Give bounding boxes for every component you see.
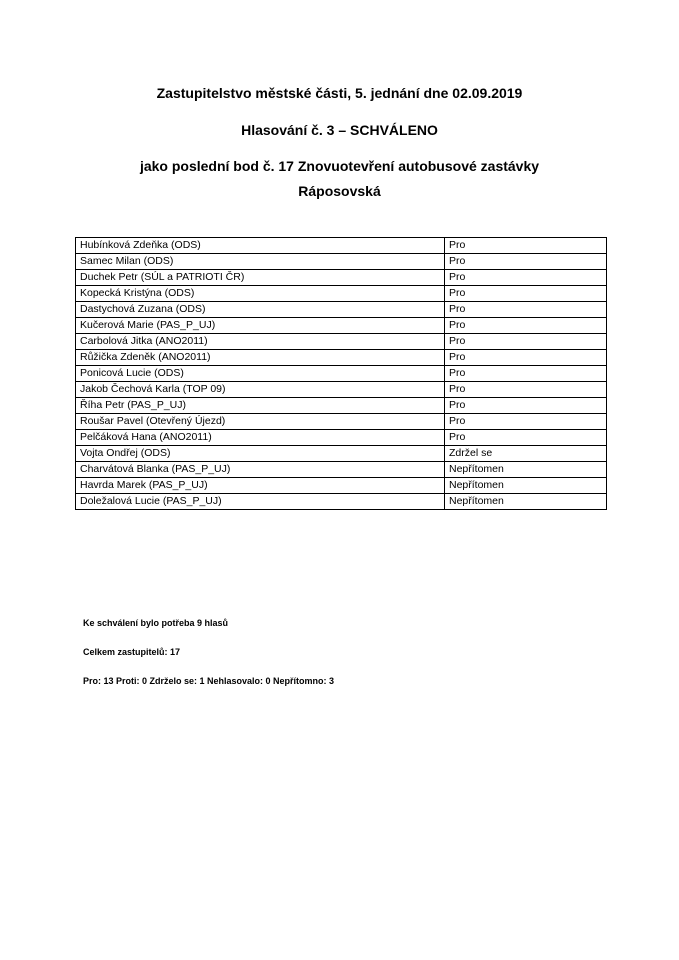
member-name-cell: Carbolová Jitka (ANO2011) <box>76 334 445 350</box>
vote-cell: Pro <box>445 398 607 414</box>
table-row <box>76 446 607 462</box>
table-row <box>76 318 607 334</box>
member-name-cell: Charvátová Blanka (PAS_P_UJ) <box>76 462 445 478</box>
required-votes-text: Ke schválení bylo potřeba 9 hlasů <box>83 618 229 628</box>
vote-cell: Pro <box>445 350 607 366</box>
vote-cell: Pro <box>445 430 607 446</box>
table-row <box>76 398 607 414</box>
votes-table-body <box>76 238 607 510</box>
vote-number-result: Hlasování č. 3 – SCHVÁLENO <box>241 122 438 138</box>
member-name-cell: Duchek Petr (SÚL a PATRIOTI ČR) <box>76 270 445 286</box>
page-title: Zastupitelstvo městské části, 5. jednání dne 02.09.2019 <box>156 85 523 101</box>
table-row <box>76 462 607 478</box>
member-name-cell: Roušar Pavel (Otevřený Újezd) <box>76 414 445 430</box>
votes-table <box>75 237 607 510</box>
vote-cell: Nepřítomen <box>445 462 607 478</box>
member-name-cell: Jakob Čechová Karla (TOP 09) <box>76 382 445 398</box>
vote-cell: Pro <box>445 366 607 382</box>
member-name-cell: Kopecká Kristýna (ODS) <box>76 286 445 302</box>
table-row <box>76 366 607 382</box>
vote-cell: Nepřítomen <box>445 478 607 494</box>
member-name-cell: Hubínková Zdeňka (ODS) <box>76 238 445 254</box>
table-row <box>76 478 607 494</box>
vote-cell: Nepřítomen <box>445 494 607 510</box>
member-name-cell: Kučerová Marie (PAS_P_UJ) <box>76 318 445 334</box>
member-name-cell: Doležalová Lucie (PAS_P_UJ) <box>76 494 445 510</box>
vote-cell: Pro <box>445 382 607 398</box>
table-row <box>76 430 607 446</box>
vote-cell: Pro <box>445 270 607 286</box>
vote-cell: Pro <box>445 254 607 270</box>
table-row <box>76 254 607 270</box>
agenda-item-title: jako poslední bod č. 17 Znovuotevření autobusové zastávky <box>139 158 540 174</box>
member-name-cell: Pelčáková Hana (ANO2011) <box>76 430 445 446</box>
table-row <box>76 414 607 430</box>
member-name-cell: Říha Petr (PAS_P_UJ) <box>76 398 445 414</box>
table-row <box>76 334 607 350</box>
member-name-cell: Ponicová Lucie (ODS) <box>76 366 445 382</box>
vote-cell: Pro <box>445 286 607 302</box>
table-row <box>76 238 607 254</box>
table-row <box>76 382 607 398</box>
vote-cell: Pro <box>445 334 607 350</box>
table-row <box>76 494 607 510</box>
vote-counts-text: Pro: 13 Proti: 0 Zdrželo se: 1 Nehlasovalo: 0 Nepřítomno: 3 <box>83 676 335 686</box>
agenda-item-title-continued: Ráposovská <box>298 183 381 199</box>
member-name-cell: Růžička Zdeněk (ANO2011) <box>76 350 445 366</box>
vote-cell: Pro <box>445 302 607 318</box>
vote-cell: Pro <box>445 238 607 254</box>
member-name-cell: Samec Milan (ODS) <box>76 254 445 270</box>
total-members-text: Celkem zastupitelů: 17 <box>83 647 181 657</box>
table-row <box>76 286 607 302</box>
member-name-cell: Dastychová Zuzana (ODS) <box>76 302 445 318</box>
member-name-cell: Vojta Ondřej (ODS) <box>76 446 445 462</box>
vote-cell: Pro <box>445 414 607 430</box>
member-name-cell: Havrda Marek (PAS_P_UJ) <box>76 478 445 494</box>
table-row <box>76 302 607 318</box>
table-row <box>76 350 607 366</box>
vote-cell: Pro <box>445 318 607 334</box>
vote-cell: Zdržel se <box>445 446 607 462</box>
table-row <box>76 270 607 286</box>
